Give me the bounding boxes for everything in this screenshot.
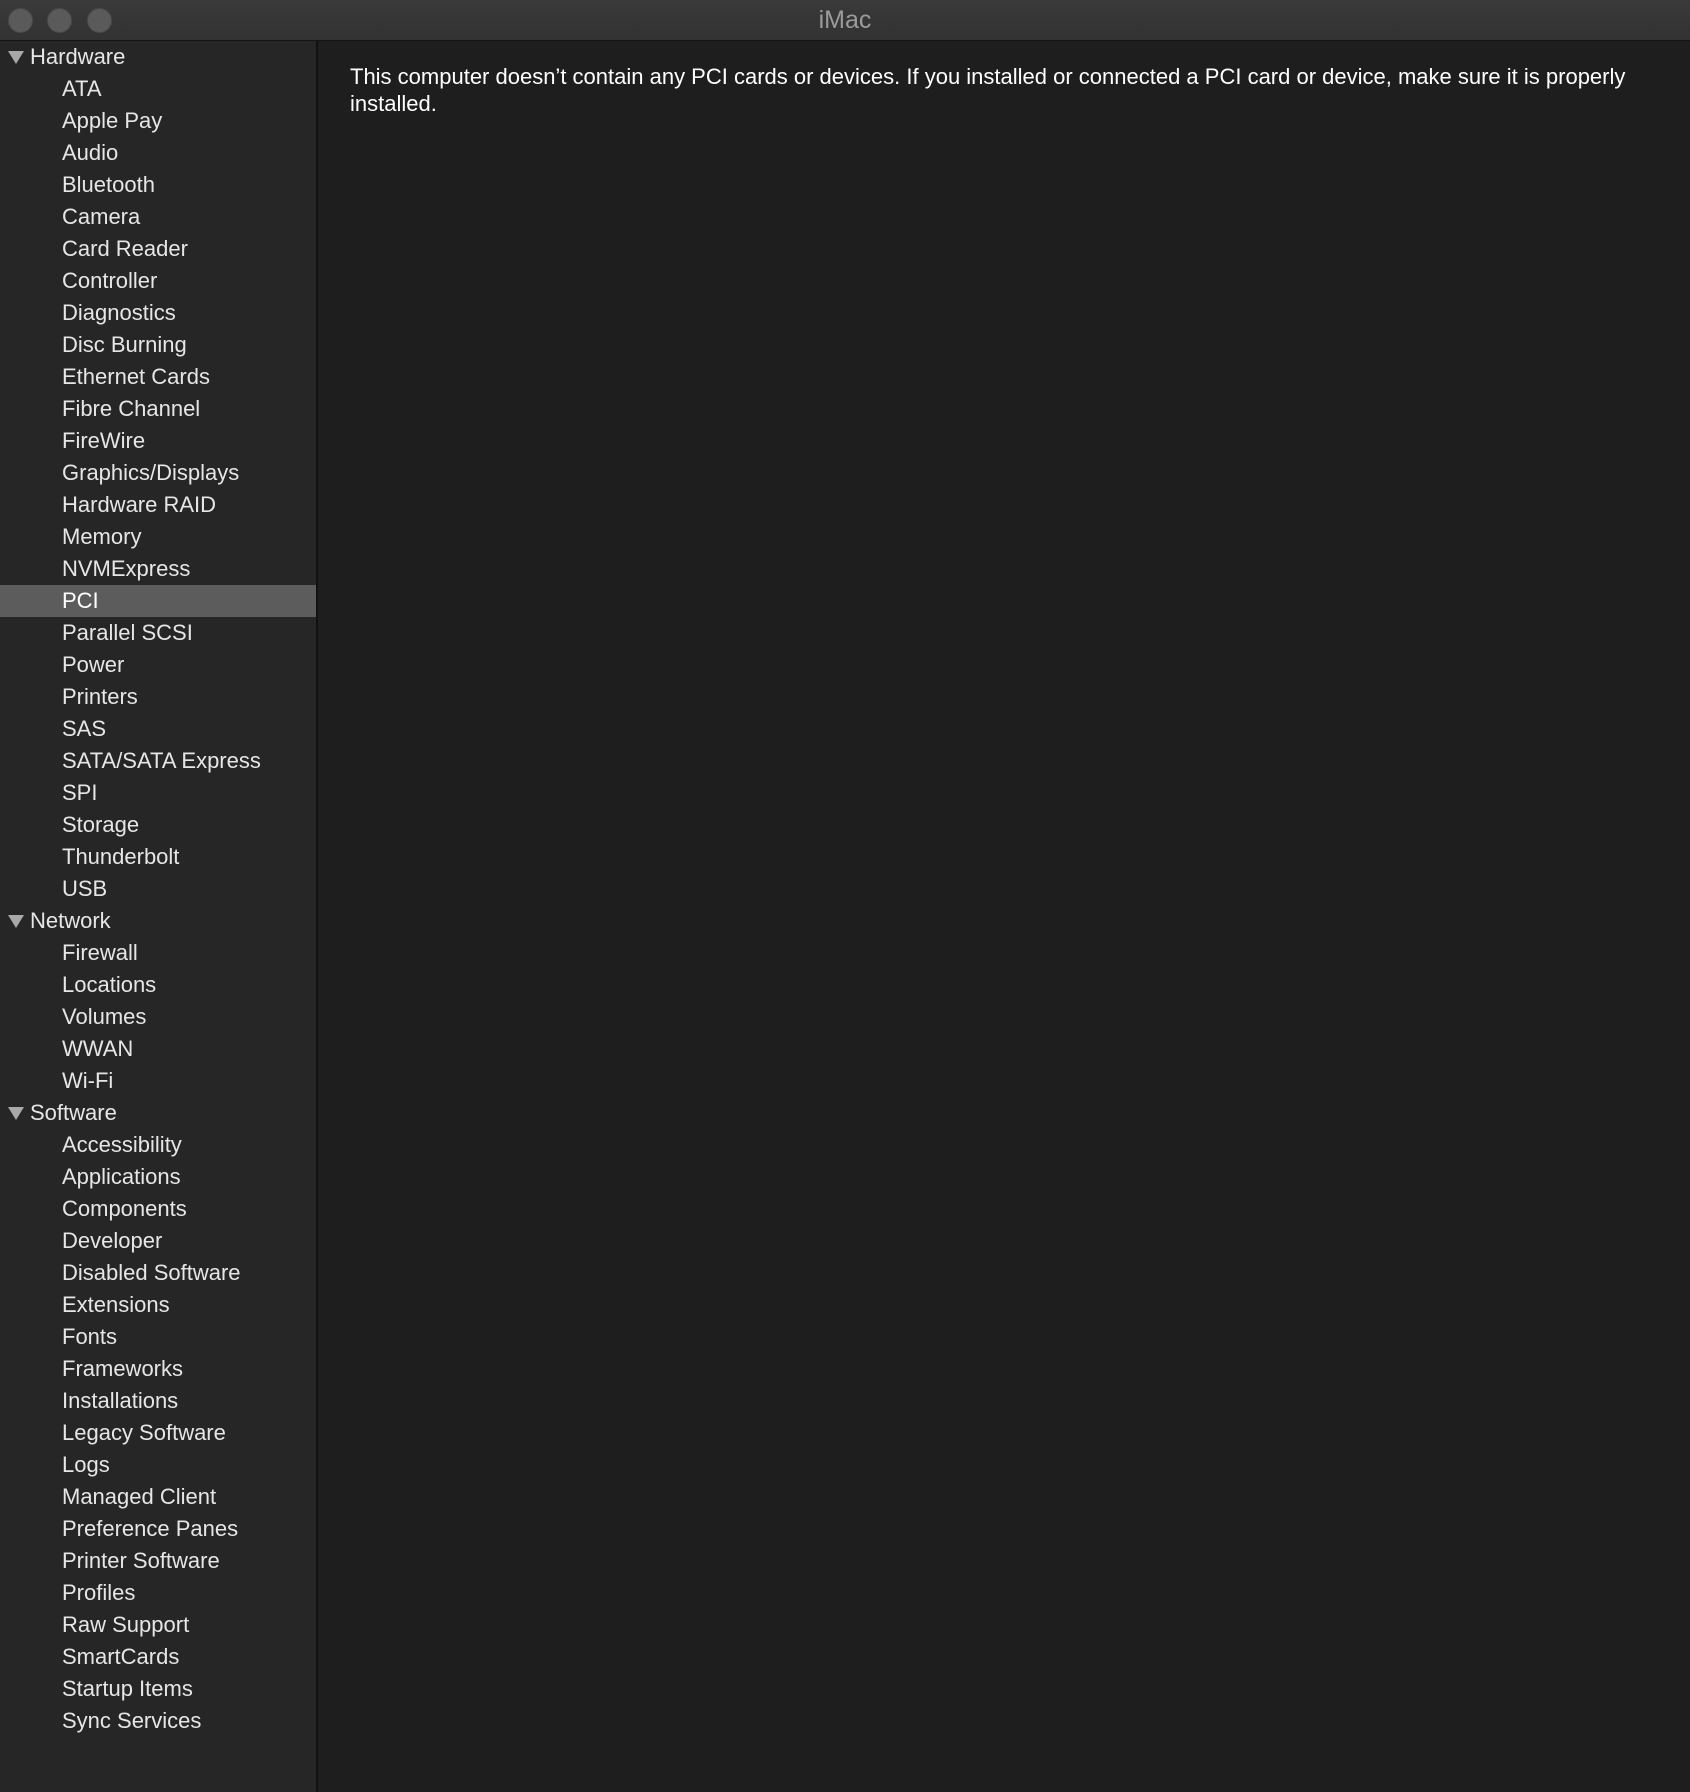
sidebar-item-printer-software[interactable]: [0, 1545, 316, 1577]
disclosure-triangle-icon[interactable]: [8, 51, 24, 64]
sidebar-item-label: Disabled Software: [62, 1260, 241, 1285]
sidebar-item-controller[interactable]: [0, 265, 316, 297]
sidebar-group-software[interactable]: [0, 1097, 316, 1129]
disclosure-triangle-icon[interactable]: [8, 915, 24, 928]
sidebar-item-label: ATA: [62, 76, 102, 101]
sidebar-group-label: Software: [30, 1100, 117, 1125]
title-bar[interactable]: [0, 0, 1690, 41]
sidebar-item-label: SAS: [62, 716, 107, 741]
sidebar-item-firewire[interactable]: [0, 425, 316, 457]
sidebar-item-nvmexpress[interactable]: [0, 553, 316, 585]
sidebar-item-label: Printer Software: [62, 1548, 220, 1573]
sidebar-item-label: Diagnostics: [62, 300, 176, 325]
sidebar-group-label: Hardware: [30, 44, 126, 69]
sidebar-item-label: Ethernet Cards: [62, 364, 210, 389]
sidebar-item-ethernet-cards[interactable]: [0, 361, 316, 393]
sidebar-item-label: Components: [62, 1196, 187, 1221]
sidebar-item-label: Thunderbolt: [62, 844, 180, 869]
sidebar-item-parallel-scsi[interactable]: [0, 617, 316, 649]
sidebar-item-firewall[interactable]: [0, 937, 316, 969]
sidebar-item-thunderbolt[interactable]: [0, 841, 316, 873]
sidebar-item-installations[interactable]: [0, 1385, 316, 1417]
sidebar-item-printers[interactable]: [0, 681, 316, 713]
sidebar-item-components[interactable]: [0, 1193, 316, 1225]
sidebar-item-wi-fi[interactable]: [0, 1065, 316, 1097]
sidebar-item-label: Wi-Fi: [62, 1068, 114, 1093]
sidebar-item-label: Startup Items: [62, 1676, 193, 1701]
sidebar-item-label: Card Reader: [62, 236, 188, 261]
sidebar-item-ata[interactable]: [0, 73, 316, 105]
sidebar-item-label: PCI: [62, 588, 99, 613]
sidebar-item-label: Sync Services: [62, 1708, 202, 1733]
sidebar-item-sync-services[interactable]: [0, 1705, 316, 1737]
sidebar-item-volumes[interactable]: [0, 1001, 316, 1033]
sidebar-item-label: Disc Burning: [62, 332, 187, 357]
sidebar-item-pci[interactable]: [0, 585, 316, 617]
sidebar-item-preference-panes[interactable]: [0, 1513, 316, 1545]
sidebar-item-label: Power: [62, 652, 125, 677]
sidebar-item-raw-support[interactable]: [0, 1609, 316, 1641]
sidebar-item-label: Accessibility: [62, 1132, 182, 1157]
sidebar-item-label: Graphics/Displays: [62, 460, 240, 485]
sidebar-item-label: Storage: [62, 812, 140, 837]
sidebar-item-label: Legacy Software: [62, 1420, 226, 1445]
sidebar-item-diagnostics[interactable]: [0, 297, 316, 329]
sidebar-item-label: USB: [62, 876, 108, 901]
sidebar-group-network[interactable]: [0, 905, 316, 937]
sidebar-item-sata-sata-express[interactable]: [0, 745, 316, 777]
sidebar-item-fonts[interactable]: [0, 1321, 316, 1353]
sidebar-item-label: Hardware RAID: [62, 492, 217, 517]
sidebar-item-frameworks[interactable]: [0, 1353, 316, 1385]
sidebar-item-label: Printers: [62, 684, 138, 709]
sidebar-item-label: Managed Client: [62, 1484, 217, 1509]
sidebar-item-accessibility[interactable]: [0, 1129, 316, 1161]
sidebar-item-label: Raw Support: [62, 1612, 190, 1637]
sidebar-tree[interactable]: [0, 41, 318, 1792]
sidebar-item-label: SATA/SATA Express: [62, 748, 261, 773]
sidebar-item-sas[interactable]: [0, 713, 316, 745]
sidebar-item-label: Fonts: [62, 1324, 118, 1349]
sidebar-item-label: Apple Pay: [62, 108, 163, 133]
sidebar-item-smartcards[interactable]: [0, 1641, 316, 1673]
sidebar-item-wwan[interactable]: [0, 1033, 316, 1065]
sidebar-item-memory[interactable]: [0, 521, 316, 553]
sidebar-item-managed-client[interactable]: [0, 1481, 316, 1513]
sidebar-item-label: Parallel SCSI: [62, 620, 193, 645]
sidebar-item-label: Frameworks: [62, 1356, 184, 1381]
sidebar-item-label: FireWire: [62, 428, 146, 453]
disclosure-triangle-icon[interactable]: [8, 1107, 24, 1120]
sidebar-item-apple-pay[interactable]: [0, 105, 316, 137]
sidebar-group-hardware[interactable]: [0, 41, 316, 73]
sidebar-item-label: SmartCards: [62, 1644, 180, 1669]
sidebar-item-label: Applications: [62, 1164, 181, 1189]
sidebar-item-label: Preference Panes: [62, 1516, 239, 1541]
sidebar-item-label: Locations: [62, 972, 157, 997]
sidebar-item-label: NVMExpress: [62, 556, 191, 581]
sidebar-item-legacy-software[interactable]: [0, 1417, 316, 1449]
window-title: iMac: [818, 6, 872, 34]
sidebar-item-fibre-channel[interactable]: [0, 393, 316, 425]
sidebar-item-extensions[interactable]: [0, 1289, 316, 1321]
sidebar-item-audio[interactable]: [0, 137, 316, 169]
sidebar-item-label: Volumes: [62, 1004, 147, 1029]
sidebar-item-label: Audio: [62, 140, 119, 165]
sidebar-item-graphics-displays[interactable]: [0, 457, 316, 489]
sidebar-item-label: Memory: [62, 524, 142, 549]
sidebar-item-power[interactable]: [0, 649, 316, 681]
sidebar-item-label: Developer: [62, 1228, 163, 1253]
sidebar-item-label: Controller: [62, 268, 158, 293]
sidebar-item-label: Logs: [62, 1452, 110, 1477]
sidebar-item-label: Camera: [62, 204, 141, 229]
sidebar-item-camera[interactable]: [0, 201, 316, 233]
sidebar-item-spi[interactable]: [0, 777, 316, 809]
sidebar-item-startup-items[interactable]: [0, 1673, 316, 1705]
no-devices-message: This computer doesn’t contain any PCI cards or devices. If you installed or connected a PCI card or device, make sure it is properly installed.: [350, 64, 1626, 116]
sidebar-item-label: Bluetooth: [62, 172, 155, 197]
sidebar-group-label: Network: [30, 908, 111, 933]
sidebar-item-label: Firewall: [62, 940, 138, 965]
sidebar-item-label: Installations: [62, 1388, 179, 1413]
sidebar-item-bluetooth[interactable]: [0, 169, 316, 201]
sidebar-item-disabled-software[interactable]: [0, 1257, 316, 1289]
sidebar-item-profiles[interactable]: [0, 1577, 316, 1609]
sidebar-item-label: Profiles: [62, 1580, 136, 1605]
sidebar-item-card-reader[interactable]: [0, 233, 316, 265]
sidebar-item-hardware-raid[interactable]: [0, 489, 316, 521]
sidebar-item-locations[interactable]: [0, 969, 316, 1001]
sidebar-item-logs[interactable]: [0, 1449, 316, 1481]
sidebar-item-label: WWAN: [62, 1036, 134, 1061]
sidebar-item-storage[interactable]: [0, 809, 316, 841]
sidebar-item-label: SPI: [62, 780, 98, 805]
detail-pane: [320, 41, 1690, 1792]
sidebar-item-label: Extensions: [62, 1292, 170, 1317]
sidebar-item-developer[interactable]: [0, 1225, 316, 1257]
sidebar-item-usb[interactable]: [0, 873, 316, 905]
sidebar-item-applications[interactable]: [0, 1161, 316, 1193]
sidebar-item-disc-burning[interactable]: [0, 329, 316, 361]
sidebar-item-label: Fibre Channel: [62, 396, 201, 421]
